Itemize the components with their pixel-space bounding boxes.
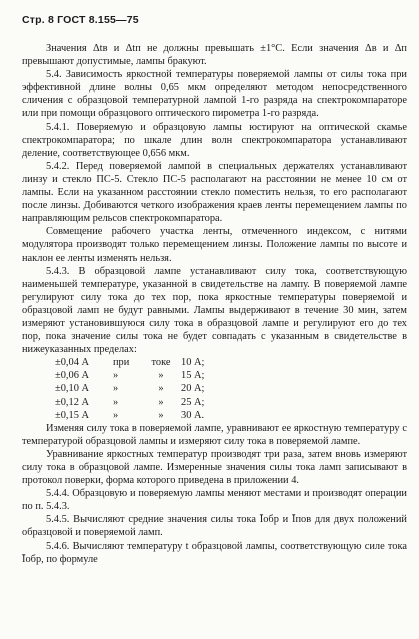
paragraph: 5.4.3. В образцовой лампе устанавливают силу тока, соответствующую наименьшей температуре, указанной в свидетельстве на лампу. В поверяемой лампе регулируют силу тока до тех пор, пока яркостные температуры поверяемой и образцовой ламп не будут равными. Лампы выдерживают в течение 30 мин, затем измеряют установившуюся силу тока в образцовой лампе и регулируют его до тех пор, пока значение силы тока не будет совпадать с указанным в свидетельстве в нижеуказанных пределах: (22, 265, 407, 356)
tolerance-word: токе (151, 357, 171, 369)
paragraph: 5.4.5. Вычисляют средние значения силы тока Īобр и Īпов для двух положений образцовой и поверяемой ламп. (22, 514, 407, 539)
tolerance-deviation: ±0,12 А (55, 396, 89, 408)
tolerance-word: при (113, 357, 130, 369)
tolerance-row (55, 409, 407, 422)
tolerance-word: » (113, 370, 119, 382)
tolerance-word: » (158, 396, 164, 408)
paragraph: 5.4.6. Вычисляют температуру t образцовой лампы, соответствующую силе тока Īобр, по формуле (22, 540, 407, 565)
paragraph: Совмещение рабочего участка ленты, отмеченного индексом, с нитями модулятора производят только перемещением линзы. Положение лампы по высоте и наклон ее ленты изменять нельзя. (22, 226, 407, 264)
tolerance-word: » (158, 409, 164, 421)
paragraph: Значения Δtв и Δtп не должны превышать ±1°С. Если значения Δв и Δп превышают допустимые, лампы бракуют. (22, 43, 407, 68)
page-header: Стр. 8 ГОСТ 8.155—75 (22, 14, 139, 26)
tolerance-deviation: ±0,06 А (55, 370, 89, 382)
tolerance-deviation: ±0,15 А (55, 409, 89, 421)
tolerance-list (55, 356, 407, 421)
tolerance-row (55, 369, 407, 382)
paragraph: Изменяя силу тока в поверяемой лампе, уравнивают ее яркостную температуру с температурой образцовой лампы и измеряют силу тока в поверяемой лампе. (22, 422, 407, 447)
tolerance-current: 30 А. (181, 409, 205, 421)
tolerance-word: » (113, 396, 119, 408)
tolerance-deviation: ±0,10 А (55, 383, 89, 395)
paragraph: 5.4.2. Перед поверяемой лампой в специальных держателях устанавливают линзу и стекло ПС-5. Стекло ПС-5 располагают на расстоянии не менее 10 см от лампы. Если на указанном расстоянии стекло поместить нельзя, то его располагают после линзы. Добиваются четкого изображения краев ленты перемещением лампы по направляющим рельсов спектрокомпаратора. (22, 160, 407, 225)
tolerance-current: 15 А; (181, 370, 205, 382)
tolerance-word: » (158, 370, 164, 382)
tolerance-current: 10 А; (181, 357, 205, 369)
tolerance-current: 20 А; (181, 383, 205, 395)
tolerance-row (55, 396, 407, 409)
tolerance-row (55, 356, 407, 369)
paragraph: 5.4. Зависимость яркостной температуры поверяемой лампы от силы тока при эффективной длине волны 0,65 мкм определяют методом непосредственного сличения с образцовой температурной лампой 1-го разряда на спектрокомпараторе или при помощи образцового оптического пирометра 1-го разряда. (22, 69, 407, 120)
paragraph: 5.4.4. Образцовую и поверяемую лампы меняют местами и производят операции по п. 5.4.3. (22, 488, 407, 513)
tolerance-row (55, 382, 407, 395)
paragraph: Уравнивание яркостных температур производят три раза, затем вновь измеряют силу тока в образцовой лампе. Измеренные значения силы тока ламп записывают в протокол поверки, форма которого приведена в приложении 4. (22, 448, 407, 487)
tolerance-word: » (113, 383, 119, 395)
tolerance-word: » (158, 383, 164, 395)
tolerance-word: » (113, 409, 119, 421)
document-body (22, 42, 407, 566)
tolerance-current: 25 А; (181, 396, 205, 408)
tolerance-deviation: ±0,04 А (55, 357, 89, 369)
paragraph: 5.4.1. Поверяемую и образцовую лампы юстируют на оптической скамье спектрокомпаратора; по шкале длин волн спектрокомпаратора устанавливают деление, соответствующее 0,656 мкм. (22, 121, 407, 159)
